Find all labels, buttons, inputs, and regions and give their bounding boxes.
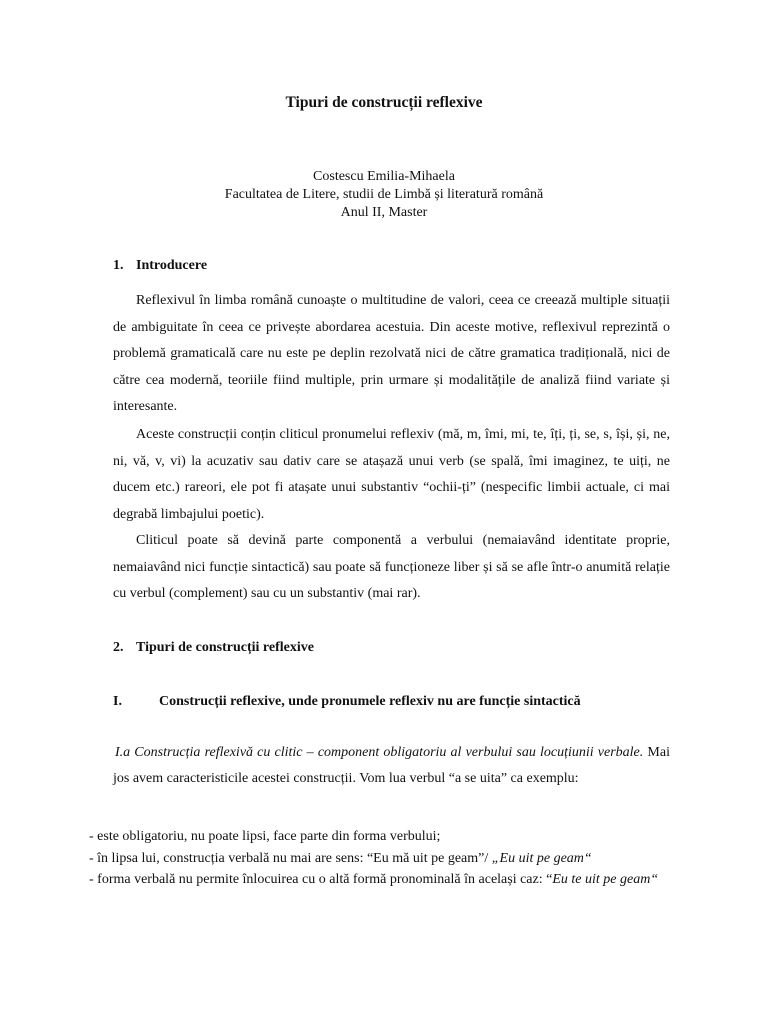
section-2-title: Tipuri de construcții reflexive <box>136 640 314 655</box>
section-1-number: 1. <box>113 258 124 273</box>
intro-paragraph-1: Reflexivul în limba română cunoaște o multitudine de valori, ceea ce creează multiple situații de ambiguitate în ceea ce privește abordarea acestuia. Din aceste motive, reflexivul reprezintă o problemă gramaticală care nu este pe deplin rezolvată nici de către gramatica tradițională, nici de către cea modernă, teoriile fiind multiple, prin urmare și modalitățile de analiză fiind variate și interesante. <box>113 293 670 414</box>
section-2-heading <box>113 640 314 656</box>
characteristics-list <box>89 826 679 891</box>
intro-paragraph-2: Aceste construcții conțin cliticul pronumelui reflexiv (mă, m, îmi, mi, te, îți, ți, se, s, își, și, ne, ni, vă, v, vi) la acuzativ sau dativ care se atașază unui verb (se spală, îmi imaginez, te uiți, ne ducem etc.) rareori, ele pot fi atașate unui substantiv “ochii-ți” (nespecific limbii actuale, ci mai degrabă limbajului poetic). <box>113 427 670 522</box>
list-item: - forma verbală nu permite înlocuirea cu o altă formă pronominală în același caz: “Eu te uit pe geam“ <box>89 872 659 887</box>
section-2-number: 2. <box>113 640 124 655</box>
subsection-Ia-text: Mai jos avem caracteristicile acestei construcții. Vom lua verbul “a se uita” ca exemplu: <box>113 745 670 786</box>
section-1-heading <box>113 258 207 274</box>
section-1-title: Introducere <box>136 258 208 273</box>
faculty-line: Facultatea de Litere, studii de Limbă și literatură română <box>224 187 544 202</box>
author-block <box>0 168 768 222</box>
subsection-Ia-paragraph <box>113 740 670 792</box>
subsection-I-number: I. <box>113 694 122 709</box>
author-name: Costescu Emilia-Mihaela <box>313 169 455 184</box>
subsection-I-title: Construcții reflexive, unde pronumele reflexiv nu are funcție sintactică <box>159 694 581 709</box>
list-item: - este obligatoriu, nu poate lipsi, face parte din forma verbului; <box>89 829 441 844</box>
subsection-I-heading <box>113 694 581 710</box>
document-title: Tipuri de construcții reflexive <box>285 94 483 111</box>
intro-paragraph-3: Cliticul poate să devină parte componentă a verbului (nemaiavând identitate proprie, nemaiavând nici funcție sintactică) sau poate să funcționeze liber și să se afle într-o anumită relație cu verbul (complement) sau cu un substantiv (mai rar). <box>113 533 670 601</box>
list-item: - în lipsa lui, construcția verbală nu mai are sens: “Eu mă uit pe geam”/ „Eu uit pe geam“ <box>89 850 592 866</box>
year-line: Anul II, Master <box>340 205 428 220</box>
subsection-Ia-italic: I.a Construcția reflexivă cu clitic – component obligatoriu al verbului sau locuțiunii verbale. <box>115 745 644 760</box>
